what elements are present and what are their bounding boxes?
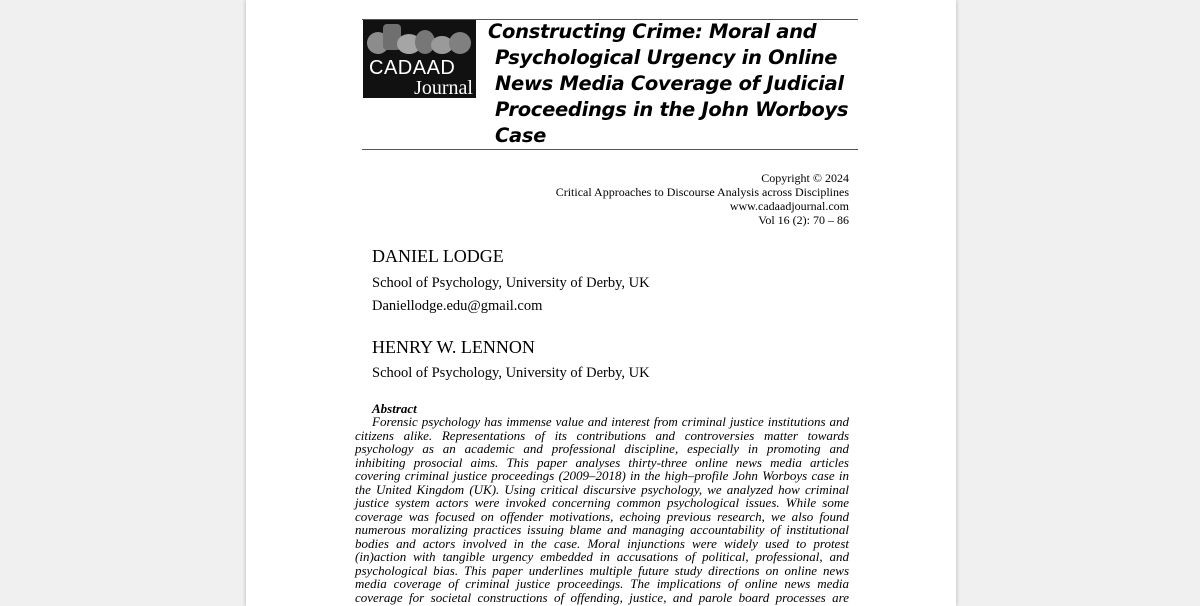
- abstract-line: psychology as an academic and professional discipline, especially in promoting and: [355, 441, 849, 456]
- abstract-line: psychological bias. This paper underlines multiple future study directions on online news: [355, 562, 849, 578]
- author-name: DANIEL LODGE: [372, 246, 504, 266]
- abstract-line: (in)action with tangible urgency embedded in accusations of political, professional, and: [355, 549, 849, 564]
- abstract-line: inhibiting prosocial aims. This paper analyses thirty-three online news media articles: [355, 454, 849, 470]
- logo-text-cadaad: CADAAD: [369, 57, 456, 79]
- abstract-line: coverage for societal constructions of offending, justice, and parole board processes are: [355, 589, 849, 605]
- journal-name: Critical Approaches to Discourse Analysis across Disciplines: [555, 185, 849, 199]
- author-affiliation: School of Psychology, University of Derby, UK: [372, 275, 650, 291]
- paper-title: [488, 19, 868, 149]
- abstract-line: media coverage of criminal justice proceedings. The implications of online news media: [355, 576, 849, 591]
- copyright-line: Copyright © 2024: [761, 171, 849, 185]
- title-line: Constructing Crime: Moral and: [488, 20, 817, 43]
- author-affiliation: School of Psychology, University of Derby, UK: [372, 365, 650, 381]
- abstract-line: covering criminal justice proceedings (2009–2018) in the high–profile John Worboys case in: [355, 468, 849, 483]
- abstract-line: Forensic psychology has immense value and interest from criminal justice institutions and: [372, 414, 849, 429]
- author-email[interactable]: Daniellodge.edu@gmail.com: [372, 298, 543, 314]
- abstract-line: justice system actors were invoked concerning common psychological issues. While some: [355, 495, 849, 510]
- author-name: HENRY W. LENNON: [372, 337, 535, 357]
- abstract-line: coverage was focused on offender motivations, echoing previous research, we also found: [355, 508, 849, 524]
- logo-text-journal: Journal: [414, 77, 473, 98]
- abstract-line: numerous moralizing practices issuing blame and managing accountability of institutional: [355, 522, 849, 537]
- copyright-block: [556, 171, 849, 227]
- abstract-heading: Abstract: [372, 401, 417, 416]
- volume-info: Vol 16 (2): 70 – 86: [758, 213, 849, 227]
- title-line: Proceedings in the John Worboys: [495, 98, 849, 121]
- title-line: Case: [495, 124, 547, 147]
- abstract-line: the United Kingdom (UK). Using critical discursive psychology, we analyzed how criminal: [355, 481, 849, 497]
- journal-url: www.cadaadjournal.com: [729, 199, 849, 213]
- title-line: News Media Coverage of Judicial: [495, 72, 844, 95]
- abstract-line: citizens alike. Representations of its contributions and controversies matter towards: [355, 427, 849, 443]
- cadaad-journal-logo: [363, 20, 476, 98]
- document-page: [246, 0, 956, 606]
- title-bottom-rule: [362, 149, 858, 150]
- title-line: Psychological Urgency in Online: [495, 46, 838, 69]
- abstract-body: [355, 415, 849, 604]
- abstract-line: bodies and actors involved in the case. Moral injunctions were widely used to protest: [355, 535, 849, 551]
